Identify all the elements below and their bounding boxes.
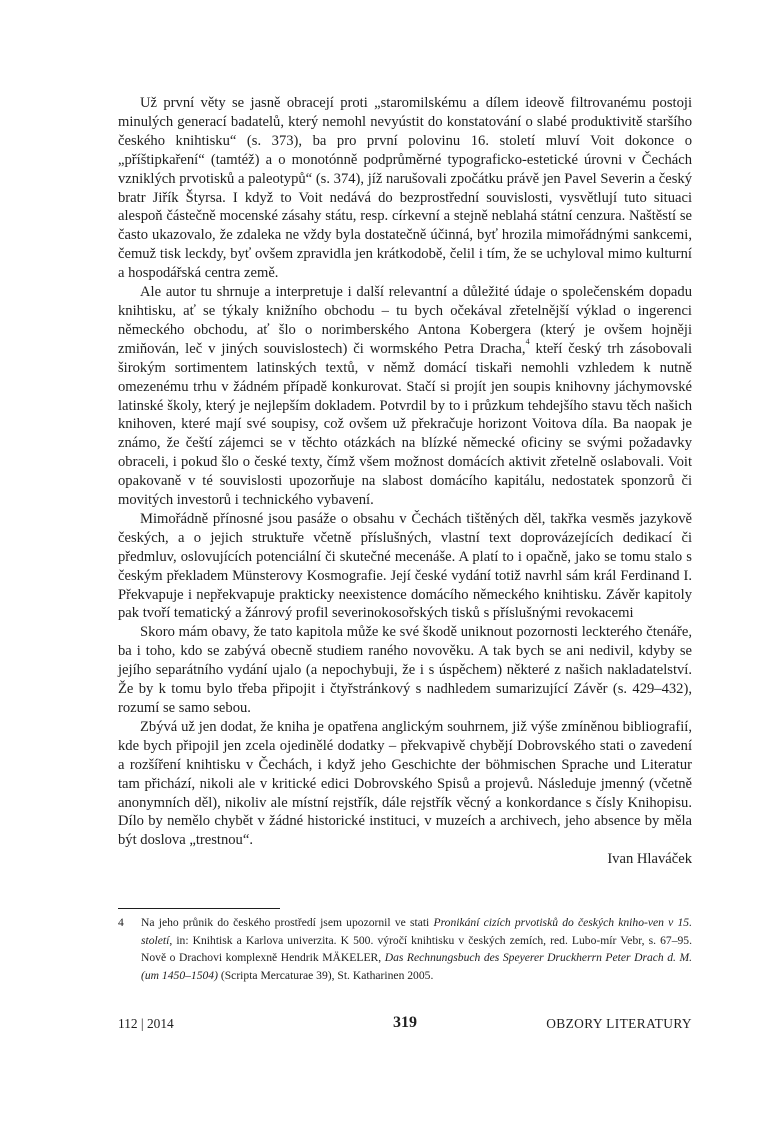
paragraph-4: Skoro mám obavy, že tato kapitola může ke své škodě uniknout pozornosti leckterého čtenáře, ba i toho, kdo se zabývá obecně studiem raného novověku. A tak bych se ani nedivil, kdyby se jejího separátního vydání ujalo (a nepochybuji, že i s úspěchem) některé z našich nakladatelství. Že by k tomu bylo třeba připojit i čtyřstránkový s nadhledem sumarizující Závěr (s. 429–432), rozumí se samo sebou.: [118, 624, 692, 716]
paragraph-2-text-a: Ale autor tu shrnuje a interpretuje i další relevantní a důležité údaje o společenském dopadu knihtisku, ať se týkaly knižního obchodu – tu bych očekával zřetelnější výklad o ingerenci německého obchodu, ať šlo o norimberského Antona Kobergera (který je ovšem hojněji zmiňován, leč v jiných souvislostech) či wormského Petra Dracha,: [118, 284, 692, 357]
article-body: [118, 94, 692, 869]
paragraph-2: [118, 283, 692, 510]
author-signature: Ivan Hlaváček: [607, 851, 692, 868]
paragraph-2-text-b: kteří český trh zásobovali širokým sortimentem latinských textů, v němž domácí tiskaři nemohli vzhledem k nutně omezenému trhu v žádném případě konkurovat. Stačí si projít jen soupis knihovny jáchymovské latinské školy, který je nejlepším dokladem. Potvrdil by to i průzkum tehdejšího stavu těch našich knihoven, které mají své soupisy, což ovšem už překračuje horizont Voitova díla. Ba naopak je známo, že čeští zájemci se v těchto otázkách na blízké německé oficiny se svými požadavky obraceli, i pokud šlo o české texty, čímž všem možnost domácích aktivit zřetelně oslabovali. Voit opakovaně v té souvislosti upozorňuje na slabost domácího kapitálu, nedostatek sponzorů či movitých investorů i technického vybavení.: [118, 340, 692, 509]
footnote-text-part: Na jeho průnik do českého prostředí jsem upozornil ve stati: [141, 916, 434, 929]
paragraph-5: Zbývá už jen dodat, že kniha je opatřena anglickým souhrnem, již výše zmíněnou bibliografií, kde bych připojil jen zcela ojedinělé dodatky – překvapivě chybějí Dobrovského stati o zavedení a rozšíření knihtisku v Čechách, i když jeho Geschichte der böhmischen Sprache und Literatur tam přichází, nikoli ale v kritické edici Dobrovského Spisů a projevů. Následuje jmenný (včetně anonymních děl), nikoliv ale místní rejstřík, dále rejstřík věcný a konkordance s čísly Knihopisu. Dílo by nemělo chybět v žádné historické instituci, v muzeích a archivech, jeho absence by měla být doslova „trestnou“.: [118, 718, 692, 849]
footnote-cited-title: Das Rechnungsbuch des Speyerer Druckherrn Peter Drach d. M. (um 1450–1504): [141, 951, 693, 982]
footnote-reference[interactable]: 4: [525, 336, 530, 346]
footnote-number: 4: [118, 916, 124, 929]
paragraph-3: Mimořádně přínosné jsou pasáže o obsahu v Čechách tištěných děl, takřka vesměs jazykově českých, a o jejich struktuře včetně příslušných, vlastní text doprovázejících dedikací či předmluv, oslovujících potenciální či skutečné mecenáše. A platí to i opačně, jako se tomu stalo s českým překladem Münsterovy Kosmografie. Její české vydání totiž navrhl sám král Ferdinand I. Překvapuje i nepřekvapuje prakticky neexistence domácího německého knihtisku. Závěr kapitoly pak tvoří tematický a žánrový profil severinokosořských tisků s příslušnými revokacemi: [118, 510, 692, 622]
page-number: 319: [393, 1014, 417, 1031]
page-footer: [118, 1014, 692, 1034]
footnote-text-part: (Scripta Mercaturae 39), St. Katharinen 2005.: [217, 968, 434, 982]
footnote-text-part: , in: Knihtisk a Karlova univerzita. K 500. výročí knihtisku v českých zemích, red. Lubo-mír Vebr, s. 67–95. Nově o Drachovi komplexně Hendrik MÄKELER,: [141, 933, 692, 965]
footnote-cited-title: Pronikání cizích prvotisků do českých kniho-ven v 15. století: [141, 916, 692, 947]
footnote: [118, 914, 692, 984]
footnotes: [118, 914, 692, 984]
issue-label: 112 | 2014: [118, 1016, 174, 1031]
footnote-divider: [118, 908, 280, 909]
footnote-text: [141, 914, 692, 984]
paragraph-1: Už první věty se jasně obracejí proti „staromilskému a dílem ideově filtrovanému postoji minulých generací badatelů, který nemohl nevyústit do konstatování o slabé produktivitě staršího českého knihtisku“ (s. 373), ba pro první polovinu 16. století mluví Voit dokonce o „příštipkaření“ (tamtéž) a o monotónně podprůměrné typograficko-estetické úrovni v Čechách vzniklých prvotisků a paleotypů“ (s. 374), jíž narušovali zpočátku právě jen Pavel Severin a český bratr Jiřík Štyrsa. I když to Voit nedává do bezprostřední souvislosti, vysvětlují tuto situaci alespoň částečně mocenské zásahy státu, resp. církevní a stejně neblahá státní cenzura. Naštěstí se často ukazovalo, že zdaleka ne vždy byla dostatečně účinná, byť hrozila mimořádnými sankcemi, čemuž tisk leckdy, byť ovšem zpravidla jen krátkodobě, čelil i tím, že se uchyloval mimo kulturní a hospodářská centra země.: [118, 95, 692, 282]
journal-name: OBZORY LITERATURY: [546, 1016, 692, 1031]
